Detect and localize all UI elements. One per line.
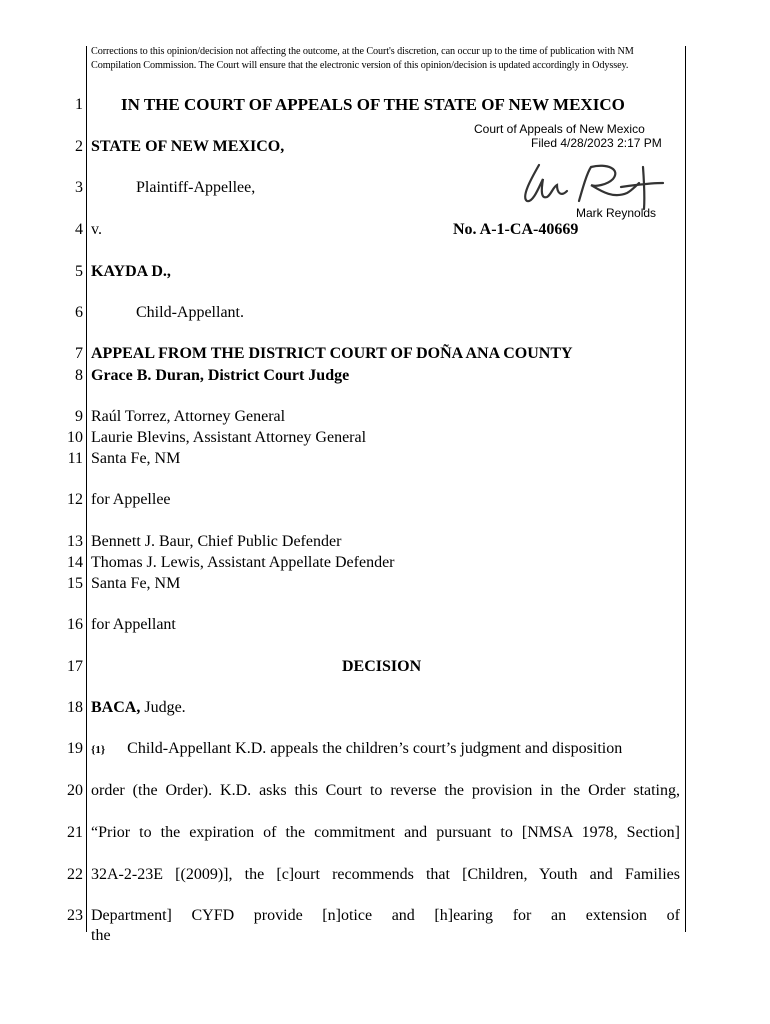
- line-number: 11: [67, 450, 83, 467]
- plaintiff-role: Plaintiff-Appellee,: [136, 179, 256, 196]
- body-line-21: “Prior to the expiration of the commitment and pursuant to [NMSA 1978, Section]: [91, 824, 680, 841]
- line-number: 14: [67, 554, 83, 571]
- line-number: 17: [67, 658, 83, 675]
- line-number: 18: [67, 699, 83, 716]
- appellee-counsel-1: Raúl Torrez, Attorney General: [91, 408, 286, 425]
- appellant-counsel-1: Bennett J. Baur, Chief Public Defender: [91, 533, 342, 550]
- appellant-counsel-2: Thomas J. Lewis, Assistant Appellate Defender: [91, 554, 395, 571]
- for-appellant: for Appellant: [91, 616, 176, 633]
- left-margin-rule: [86, 46, 87, 932]
- body-line-22: 32A-2-23E [(2009)], the [c]ourt recommends that [Children, Youth and Families: [91, 866, 680, 883]
- filing-stamp-clerk: Mark Reynolds: [576, 206, 657, 220]
- versus: v.: [91, 221, 102, 238]
- line-number: 20: [67, 782, 83, 799]
- body-line-20: order (the Order). K.D. asks this Court to reverse the provision in the Order stating,: [91, 782, 680, 799]
- line-number: 12: [67, 491, 83, 508]
- filing-stamp-court: Court of Appeals of New Mexico: [474, 122, 645, 136]
- line-number: 4: [75, 221, 83, 238]
- line-number: 19: [67, 740, 83, 757]
- defendant-name: KAYDA D.,: [91, 263, 171, 280]
- paragraph-marker: {1}: [91, 744, 106, 756]
- body-text-19: Child-Appellant K.D. appeals the children’s court’s judgment and disposition: [127, 740, 623, 757]
- appellee-counsel-2: Laurie Blevins, Assistant Attorney General: [91, 429, 367, 446]
- line-number: 1: [75, 96, 83, 113]
- body-line-19: [91, 739, 622, 760]
- line-number: 16: [67, 616, 83, 633]
- trial-judge-line: Grace B. Duran, District Court Judge: [91, 367, 350, 384]
- line-number: 15: [67, 575, 83, 592]
- line-number: 13: [67, 533, 83, 550]
- corrections-notice: Corrections to this opinion/decision not affecting the outcome, at the Court's discretion, can occur up to the time of publication with NM Compilation Commission. The Court will ensure that the electronic version of this opinion/decision is updated accordingly in Odyssey.: [91, 46, 634, 71]
- judge-title: Judge.: [140, 699, 186, 716]
- line-number: 8: [75, 367, 83, 384]
- clerk-signature: [517, 157, 667, 213]
- line-number: 22: [67, 866, 83, 883]
- judge-line: [91, 698, 186, 718]
- line-number: 3: [75, 179, 83, 196]
- appeal-court-line: APPEAL FROM THE DISTRICT COURT OF DOÑA ANA COUNTY: [91, 345, 573, 362]
- plaintiff-name: STATE OF NEW MEXICO,: [91, 138, 285, 155]
- line-number: 6: [75, 304, 83, 321]
- right-margin-rule: [685, 46, 686, 932]
- line-number: 21: [67, 824, 83, 841]
- line-number: 9: [75, 408, 83, 425]
- line-number: 5: [75, 263, 83, 280]
- for-appellee: for Appellee: [91, 491, 171, 508]
- court-heading: IN THE COURT OF APPEALS OF THE STATE OF NEW MEXICO: [121, 95, 625, 114]
- body-line-23: Department] CYFD provide [n]otice and [h]earing for an extension of the: [91, 907, 680, 944]
- decision-title: DECISION: [342, 658, 422, 675]
- appellee-counsel-city: Santa Fe, NM: [91, 450, 181, 467]
- case-number: No. A-1-CA-40669: [453, 221, 579, 238]
- line-number: 7: [75, 345, 83, 362]
- line-number: 2: [75, 138, 83, 155]
- judge-name: BACA,: [91, 699, 141, 716]
- line-number: 10: [67, 429, 83, 446]
- appellant-counsel-city: Santa Fe, NM: [91, 575, 181, 592]
- filing-stamp-date: Filed 4/28/2023 2:17 PM: [531, 136, 662, 150]
- defendant-role: Child-Appellant.: [136, 304, 244, 321]
- line-number: 23: [67, 907, 83, 924]
